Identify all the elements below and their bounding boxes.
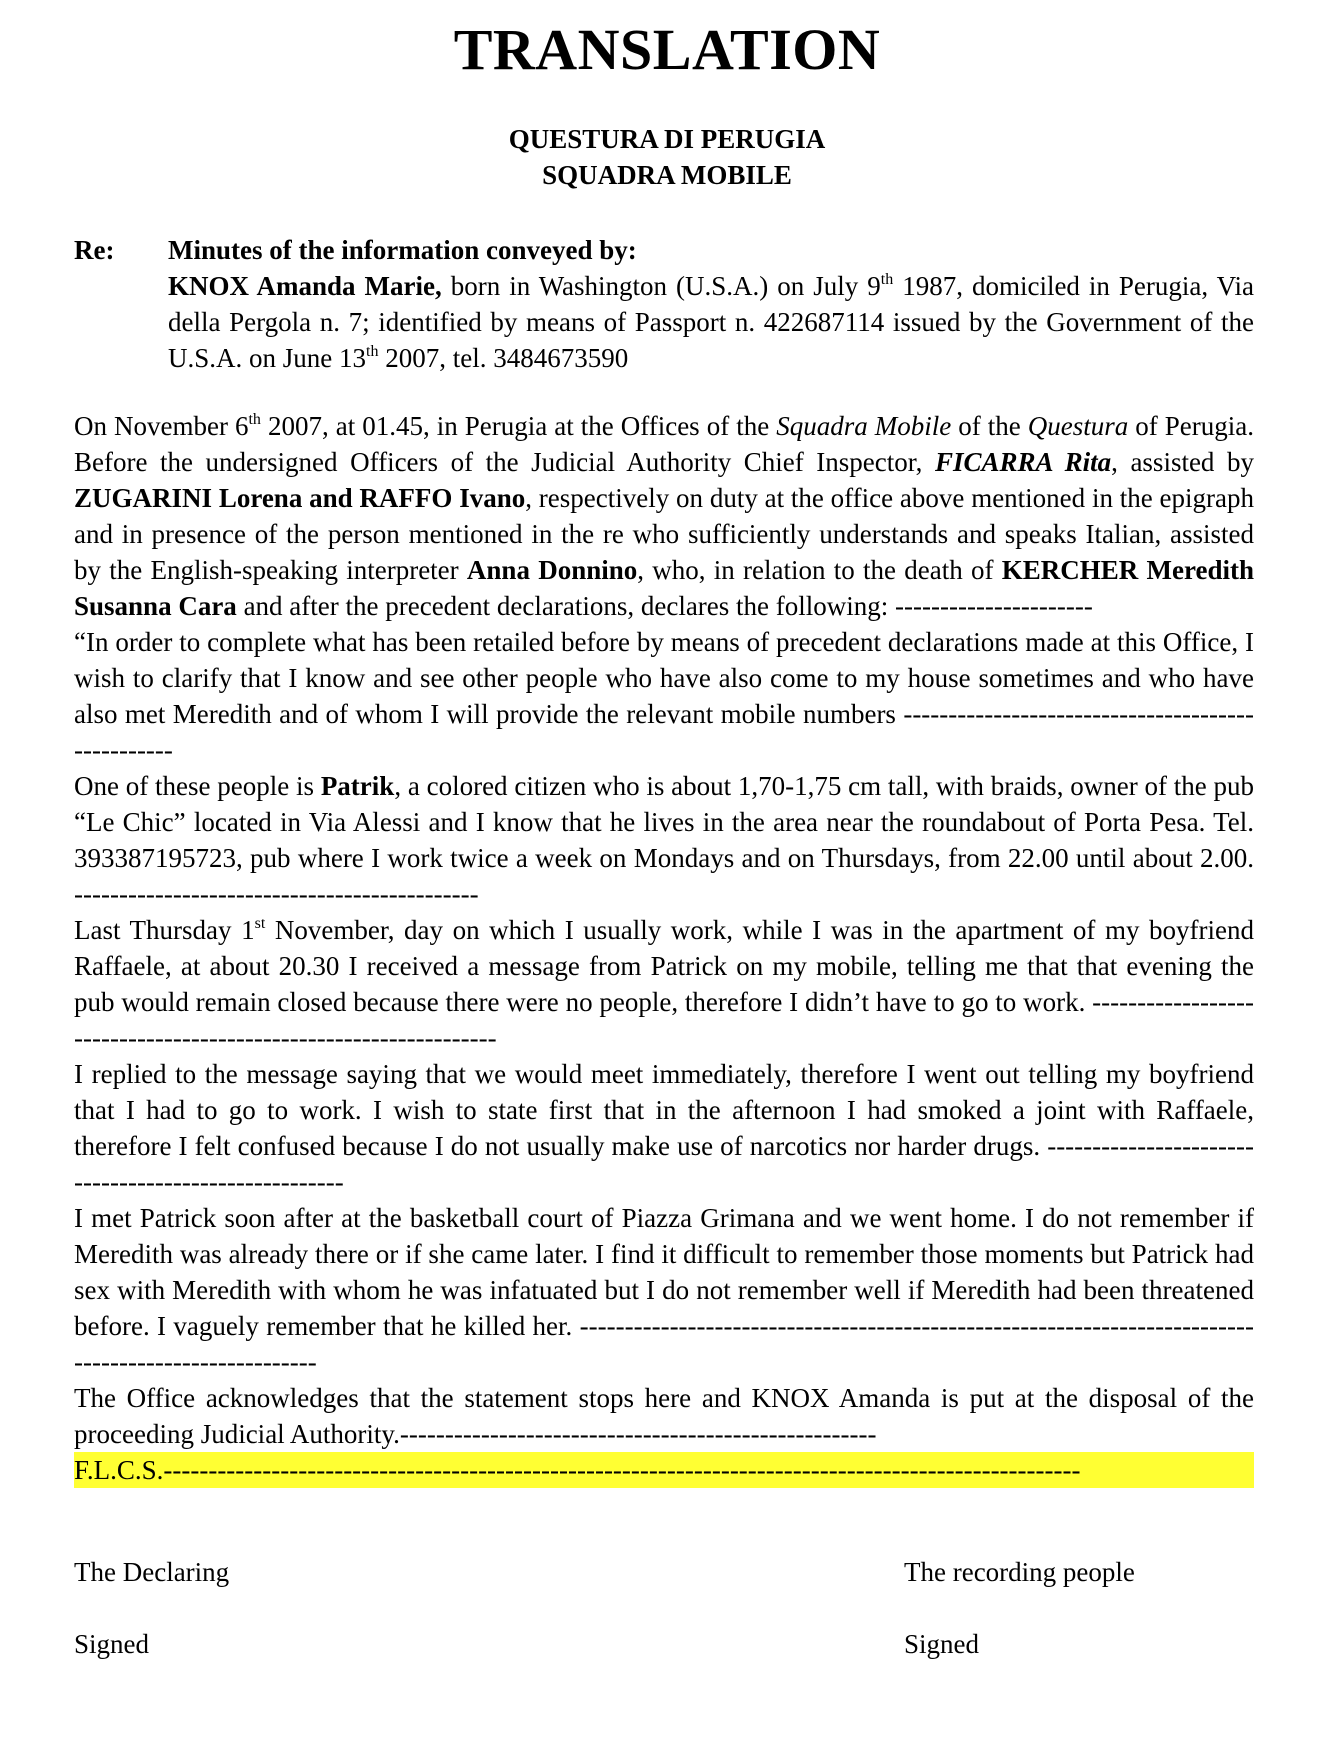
re-details: KNOX Amanda Marie, born in Washington (U.S.A.) on July 9th 1987, domiciled in Perugia, Via della Pergola n. 7; identified by means of Passport n. 422687114 issued by the Government of the U.S.A. on June 13th 2007, tel. 3484673590 (168, 271, 1255, 373)
re-label: Re: (74, 235, 115, 265)
paragraph-patrik: One of these people is Patrik, a colored citizen who is about 1,70-1,75 cm tall, with braids, owner of the pub “Le Chic” located in Via Alessi and I know that he lives in the area near the roundabout of Porta Pesa. Tel. 393387195723, pub where I work twice a week on Mondays and on Thursdays, from 22.00 until about 2.00. --------------------------------------------- (74, 771, 1254, 909)
recording-signed: Signed (904, 1629, 980, 1659)
declaring-label: The Declaring (74, 1557, 230, 1587)
header-squadra: SQUADRA MOBILE (542, 160, 792, 190)
paragraph-thursday: Last Thursday 1st November, day on which I usually work, while I was in the apartment of my boyfriend Raffaele, at about 20.30 I received a message from Patrick on my mobile, telling me that that evening the pub would remain closed because there were no people, therefore I didn’t have to go to work. ----------------------------------------------------------------- (74, 915, 1254, 1053)
flcs-line (74, 1452, 1254, 1488)
flcs-highlight: F.L.C.S.------------------------------------------------------------------------------------------------------ (74, 1452, 1254, 1488)
re-heading: Minutes of the information conveyed by: (168, 235, 637, 265)
re-block (74, 232, 1254, 376)
paragraph-office: The Office acknowledges that the statement stops here and KNOX Amanda is put at the disposal of the proceeding Judicial Authority.----------------------------------------------------- (74, 1383, 1254, 1449)
paragraph-clarify: “In order to complete what has been retailed before by means of precedent declarations made at this Office, I wish to clarify that I know and see other people who have also come to my house sometimes and who have also met Meredith and of whom I will provide the relevant mobile numbers -------------------------------------------------- (74, 627, 1254, 765)
paragraph-reply: I replied to the message saying that we would meet immediately, therefore I went out telling my boyfriend that I had to go to work. I wish to state first that in the afternoon I had smoked a joint with Raffaele, therefore I felt confused because I do not usually make use of narcotics nor harder drugs. ----------------------------------------------------- (74, 1059, 1254, 1197)
declaring-signed: Signed (74, 1629, 150, 1659)
re-body (168, 232, 1254, 376)
document-title: TRANSLATION (453, 17, 881, 82)
recording-people-label: The recording people (904, 1557, 1135, 1587)
re-name: KNOX Amanda Marie, (168, 271, 442, 301)
paragraph-met-patrick: I met Patrick soon after at the basketball court of Piazza Grimana and we went home. I do not remember if Meredith was already there or if she came later. I find it difficult to remember those moments but Patrick had sex with Meredith with whom he was infatuated but I do not remember well if Meredith had been threatened before. I vaguely remember that he killed her. ------------------------------------------------------------------------------------------------------ (74, 1203, 1254, 1377)
header-questura: QUESTURA DI PERUGIA (508, 124, 826, 154)
paragraph-intro: On November 6th 2007, at 01.45, in Perugia at the Offices of the Squadra Mobile of the Questura of Perugia. Before the undersigned Officers of the Judicial Authority Chief Inspector, FICARRA Rita, assisted by ZUGARINI Lorena and RAFFO Ivano, respectively on duty at the office above mentioned in the epigraph and in presence of the person mentioned in the re who sufficiently understands and speaks Italian, assisted by the English-speaking interpreter Anna Donnino, who, in relation to the death of KERCHER Meredith Susanna Cara and after the precedent declarations, declares the following: ---------------------- (74, 411, 1254, 621)
statement-body (74, 408, 1254, 1488)
